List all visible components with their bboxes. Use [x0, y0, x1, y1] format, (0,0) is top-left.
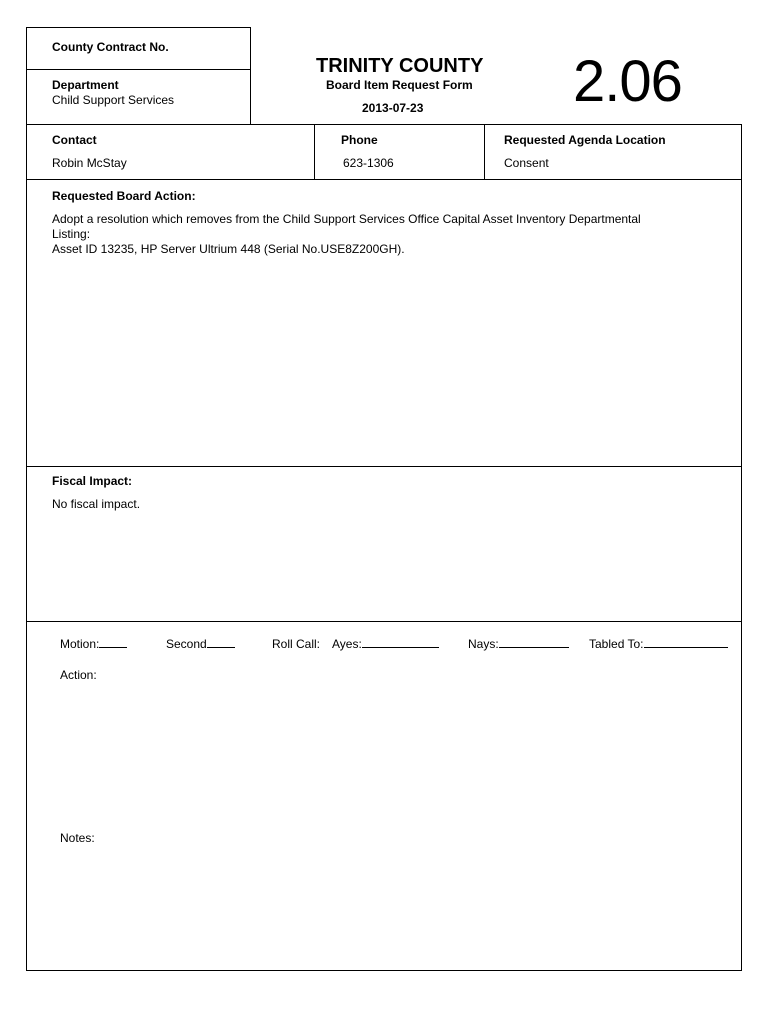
phone-label: Phone	[341, 133, 378, 147]
phone-agenda-divider	[484, 124, 485, 179]
date-value: 2013-07-23	[362, 101, 424, 115]
board-action-label: Requested Board Action:	[52, 189, 196, 203]
contract-label: County Contract No.	[52, 40, 169, 54]
board-action-bottom	[26, 466, 742, 467]
ayes-blank	[362, 637, 439, 648]
contact-value: Robin McStay	[52, 156, 127, 170]
department-value: Child Support Services	[52, 93, 175, 107]
motion-field	[60, 637, 127, 651]
agenda-value: Consent	[504, 156, 549, 170]
form-title: Board Item Request Form	[326, 78, 473, 92]
rollcall-label: Roll Call:	[272, 637, 321, 651]
ayes-field	[332, 637, 439, 651]
board-action-text-line2: Listing:	[52, 227, 91, 241]
board-action-text-line3: Asset ID 13235, HP Server Ultrium 448 (Serial No.USE8Z200GH).	[52, 242, 405, 256]
county-title: TRINITY COUNTY	[316, 55, 484, 77]
item-number: 2.06	[573, 49, 682, 114]
tabled-blank	[644, 637, 728, 648]
second-field	[166, 637, 235, 651]
tabled-label: Tabled To:	[589, 637, 644, 651]
second-label: Second	[166, 637, 207, 651]
header-left-divider	[26, 69, 251, 70]
nays-blank	[499, 637, 569, 648]
department-label: Department	[52, 78, 119, 92]
motion-label: Motion:	[60, 637, 100, 651]
second-blank	[207, 637, 235, 648]
agenda-label: Requested Agenda Location	[504, 133, 666, 147]
ayes-label: Ayes:	[332, 637, 362, 651]
nays-label: Nays:	[468, 637, 499, 651]
contact-row-bottom	[26, 179, 742, 180]
board-action-text-line1: Adopt a resolution which removes from the Child Support Services Office Capital Asset Inventory Departmental	[52, 212, 641, 226]
fiscal-value: No fiscal impact.	[52, 497, 141, 511]
phone-value: 623-1306	[343, 156, 394, 170]
action-label: Action:	[60, 668, 97, 682]
contact-label: Contact	[52, 133, 97, 147]
motion-blank	[99, 637, 127, 648]
notes-label: Notes:	[60, 831, 95, 845]
fiscal-bottom	[26, 621, 742, 622]
fiscal-label: Fiscal Impact:	[52, 474, 133, 488]
tabled-field	[589, 637, 728, 651]
contact-phone-divider	[314, 124, 315, 179]
nays-field	[468, 637, 569, 651]
